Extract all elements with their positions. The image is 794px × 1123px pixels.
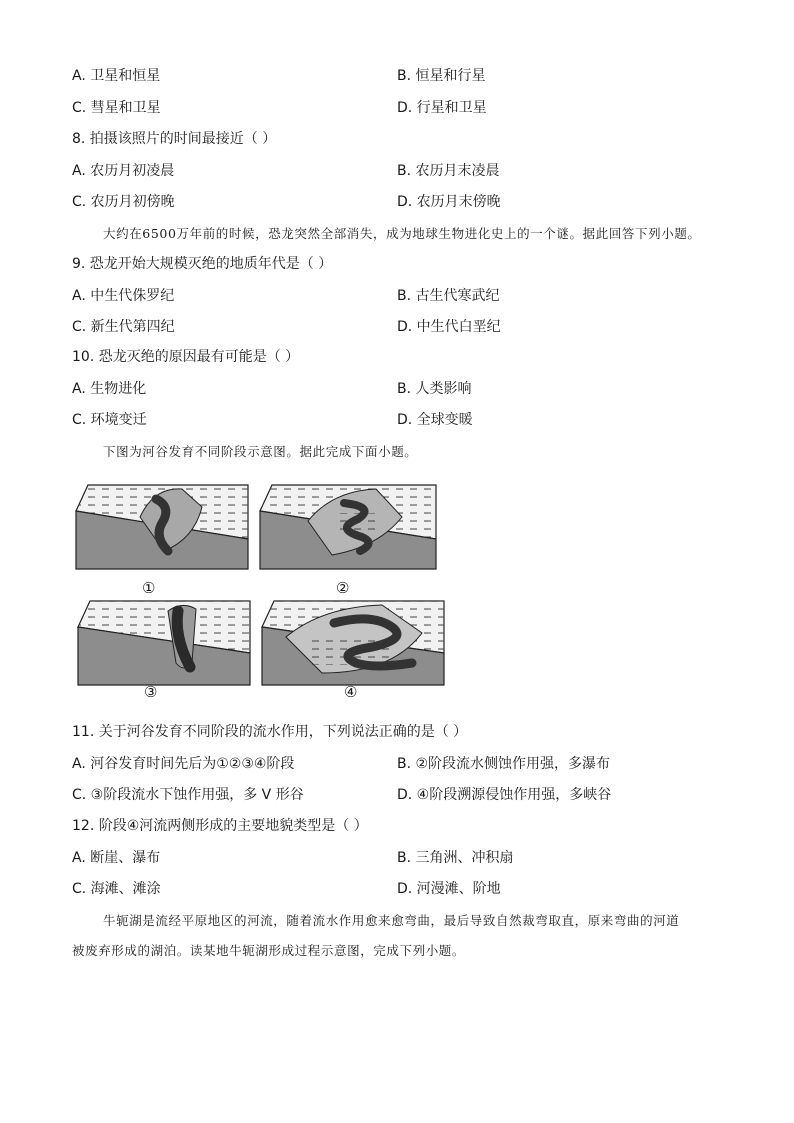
q12-option-c[interactable]: C. 海滩、滩涂 [72,881,161,897]
figure-label-1: ① [142,579,156,597]
q7-option-c[interactable]: C. 彗星和卫星 [72,100,161,116]
q11-stem: 11. 关于河谷发育不同阶段的流水作用，下列说法正确的是（ ） [72,724,468,740]
q7-option-b[interactable]: B. 恒星和行星 [397,68,486,84]
q12-option-a[interactable]: A. 断崖、瀑布 [72,850,161,866]
q7-option-a[interactable]: A. 卫星和恒星 [72,68,161,84]
q11-option-b[interactable]: B. ②阶段流水侧蚀作用强，多瀑布 [397,756,611,772]
q10-option-c[interactable]: C. 环境变迁 [72,412,147,428]
q9-stem: 9. 恐龙开始大规模灭绝的地质年代是（ ） [72,256,333,272]
passage-oxbow-line2: 被废弃形成的湖泊。读某地牛轭湖形成过程示意图，完成下列小题。 [72,943,466,958]
valley-block-4 [262,601,444,685]
figure-label-4: ④ [344,683,358,701]
passage-dinosaur: 大约在6500万年前的时候，恐龙突然全部消失，成为地球生物进化史上的一个谜。据此回答下列小题。 [103,226,701,241]
q11-option-d[interactable]: D. ④阶段溯源侵蚀作用强，多峡谷 [397,787,612,803]
q9-option-d[interactable]: D. 中生代白垩纪 [397,319,501,335]
q8-stem: 8. 拍摄该照片的时间最接近（ ） [72,131,277,147]
q10-option-b[interactable]: B. 人类影响 [397,381,472,397]
q8-option-c[interactable]: C. 农历月初傍晚 [72,194,175,210]
passage-oxbow-line1: 牛轭湖是流经平原地区的河流，随着流水作用愈来愈弯曲，最后导致自然裁弯取直，原来弯曲的河道 [103,913,680,928]
figure-label-2: ② [336,579,350,597]
valley-stages-figure [72,477,452,701]
q12-option-b[interactable]: B. 三角洲、冲积扇 [397,850,514,866]
valley-block-3 [78,601,250,685]
q9-option-b[interactable]: B. 古生代寒武纪 [397,288,500,304]
q7-option-d[interactable]: D. 行星和卫星 [397,100,487,116]
q11-option-a[interactable]: A. 河谷发育时间先后为①②③④阶段 [72,756,295,772]
q8-option-d[interactable]: D. 农历月末傍晚 [397,194,501,210]
q8-option-b[interactable]: B. 农历月末凌晨 [397,163,500,179]
q12-stem: 12. 阶段④河流两侧形成的主要地貌类型是（ ） [72,818,368,834]
q9-option-c[interactable]: C. 新生代第四纪 [72,319,175,335]
q12-option-d[interactable]: D. 河漫滩、阶地 [397,881,501,897]
q10-option-a[interactable]: A. 生物进化 [72,381,147,397]
q9-option-a[interactable]: A. 中生代侏罗纪 [72,288,175,304]
passage-valley: 下图为河谷发育不同阶段示意图。据此完成下面小题。 [103,444,418,459]
valley-block-2 [260,485,436,569]
figure-label-3: ③ [144,683,158,701]
q10-option-d[interactable]: D. 全球变暖 [397,412,473,428]
valley-block-1 [76,485,248,569]
valley-stages-diagram [72,477,452,697]
q8-option-a[interactable]: A. 农历月初凌晨 [72,163,175,179]
q11-option-c[interactable]: C. ③阶段流水下蚀作用强，多 V 形谷 [72,787,304,803]
q10-stem: 10. 恐龙灭绝的原因最有可能是（ ） [72,349,300,365]
